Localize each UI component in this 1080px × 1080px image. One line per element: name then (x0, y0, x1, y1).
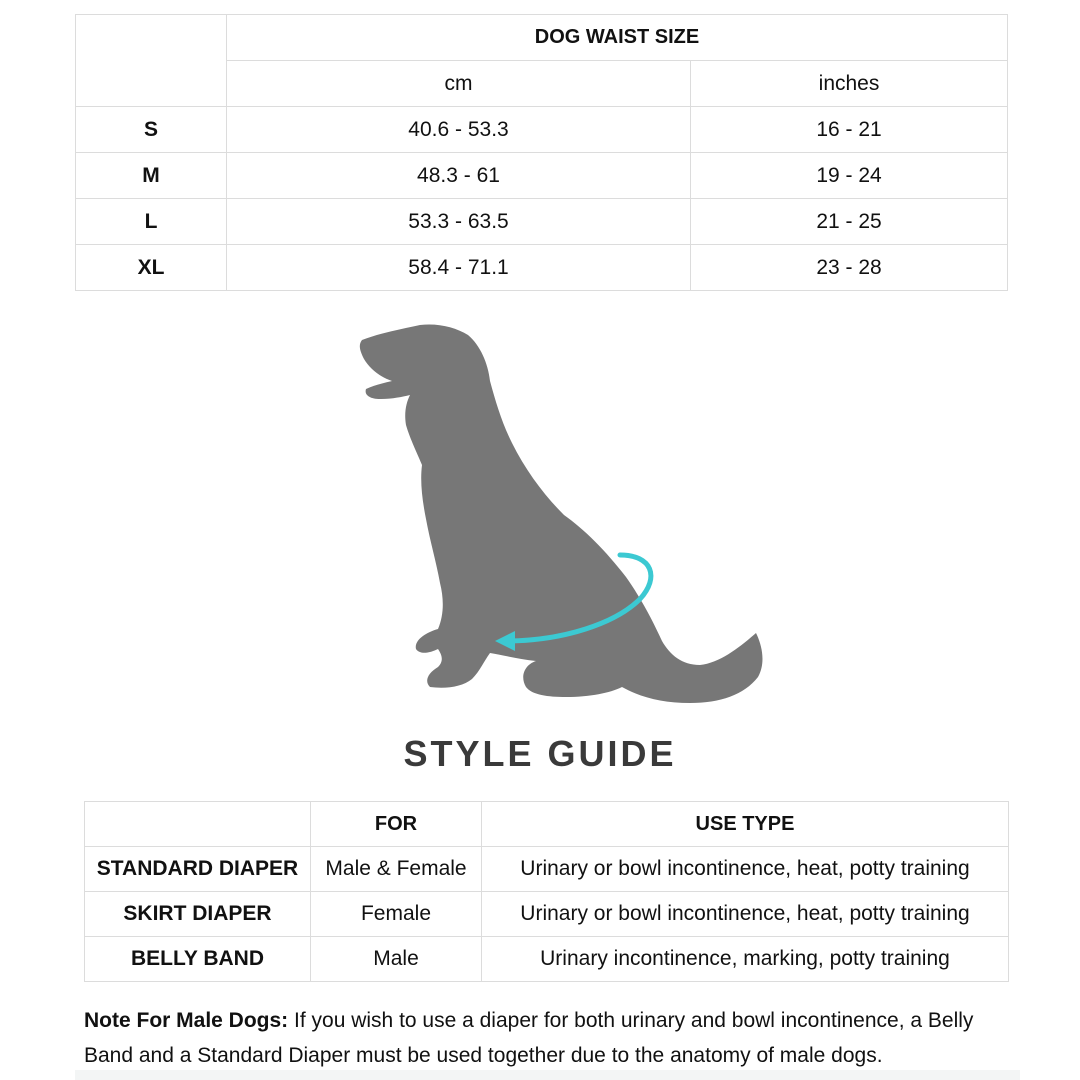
diaper-for: Female (311, 892, 482, 937)
header-use-type: USE TYPE (482, 802, 1009, 847)
diaper-for: Male (311, 937, 482, 982)
diaper-type: SKIRT DIAPER (85, 892, 311, 937)
size-inches: 23 - 28 (691, 245, 1008, 291)
style-guide-table (84, 801, 1009, 982)
dog-silhouette (360, 324, 763, 703)
note-label: Note For Male Dogs: (84, 1009, 289, 1032)
diaper-type: STANDARD DIAPER (85, 847, 311, 892)
size-cm: 48.3 - 61 (227, 153, 691, 199)
diaper-type: BELLY BAND (85, 937, 311, 982)
diaper-use: Urinary or bowl incontinence, heat, potty training (482, 847, 1009, 892)
style-corner-cell (85, 802, 311, 847)
size-inches: 21 - 25 (691, 199, 1008, 245)
table-row (85, 847, 1009, 892)
size-corner-cell (76, 15, 227, 107)
size-label: S (76, 107, 227, 153)
size-label: M (76, 153, 227, 199)
bottom-divider (75, 1070, 1020, 1080)
table-row (85, 892, 1009, 937)
waist-size-table (75, 14, 1008, 291)
size-label: L (76, 199, 227, 245)
size-inches: 16 - 21 (691, 107, 1008, 153)
size-cm: 58.4 - 71.1 (227, 245, 691, 291)
style-guide-title: STYLE GUIDE (403, 733, 677, 774)
size-row (76, 153, 1008, 199)
size-row (76, 245, 1008, 291)
size-row (76, 199, 1008, 245)
unit-header-inches: inches (691, 61, 1008, 107)
header-for: FOR (311, 802, 482, 847)
diaper-use: Urinary incontinence, marking, potty training (482, 937, 1009, 982)
size-cm: 53.3 - 63.5 (227, 199, 691, 245)
note-text: If you wish to use a diaper for both urinary and bowl incontinence, a Belly Band and a Standard Diaper must be used together due to the anatomy of male dogs. (84, 1009, 974, 1067)
male-dog-note (84, 1003, 1004, 1073)
size-cm: 40.6 - 53.3 (227, 107, 691, 153)
unit-header-cm: cm (227, 61, 691, 107)
size-inches: 19 - 24 (691, 153, 1008, 199)
size-table-title: DOG WAIST SIZE (227, 15, 1008, 61)
diaper-for: Male & Female (311, 847, 482, 892)
dog-waist-measure-icon (340, 315, 780, 715)
size-row (76, 107, 1008, 153)
table-row (85, 937, 1009, 982)
size-label: XL (76, 245, 227, 291)
diaper-use: Urinary or bowl incontinence, heat, potty training (482, 892, 1009, 937)
